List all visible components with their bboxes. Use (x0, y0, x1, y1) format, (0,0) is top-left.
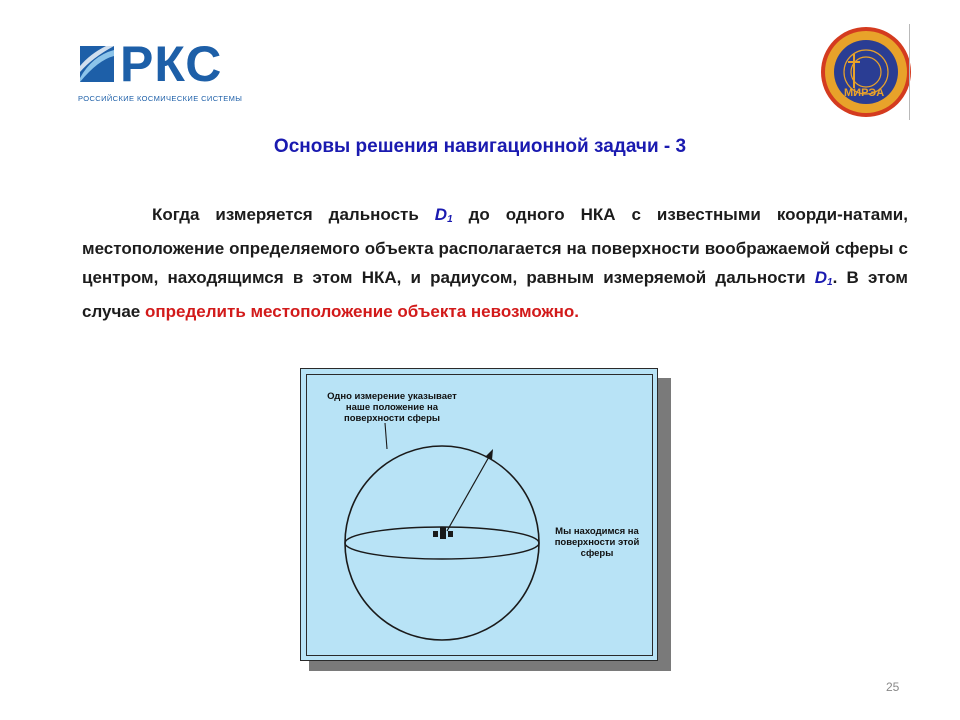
mirea-logo-text: МИРЭА (844, 87, 885, 99)
radius-arrow-line (447, 455, 490, 531)
slide-title: Основы решения навигационной задачи - 3 (273, 136, 687, 157)
rks-brand-text: РКС (120, 36, 223, 92)
figure-label-side: Мы находимся на поверхности этой сферы (554, 526, 640, 559)
paragraph-part2: до одного НКА с известными коорди-натами, местоположение определяемого объекта располагается на поверхности воображаемой сферы с центром, находящимся в этом НКА, и радиусом, равным измеряемой дальности (82, 205, 908, 287)
mirea-emblem-icon (818, 24, 914, 120)
rks-emblem-icon (78, 42, 118, 86)
d1-symbol-2: $D_1$ (814, 268, 833, 288)
sphere-figure (300, 368, 673, 673)
paragraph-part3: . В этом случае (82, 268, 908, 321)
slide-paragraph (82, 200, 908, 326)
satellite-icon (433, 527, 453, 539)
mirea-logo (818, 24, 914, 120)
figure-label-top: Одно измерение указывает наше положение на поверхности сферы (327, 391, 457, 424)
rks-tagline: РОССИЙСКИЕ КОСМИЧЕСКИЕ СИСТЕМЫ (78, 94, 243, 103)
rks-logo (78, 36, 258, 104)
paragraph-part1: Когда измеряется дальность (152, 205, 435, 224)
figure-frame (306, 374, 653, 656)
paragraph-highlight: определить местоположение объекта невозможно. (145, 302, 579, 321)
header-divider (909, 24, 910, 120)
label-pointer (385, 423, 387, 449)
sphere-outline (345, 446, 539, 640)
d1-symbol: $D_1$ (434, 205, 453, 225)
page-number: 25 (886, 680, 900, 694)
figure-panel (300, 368, 658, 661)
radius-arrowhead (485, 449, 493, 460)
